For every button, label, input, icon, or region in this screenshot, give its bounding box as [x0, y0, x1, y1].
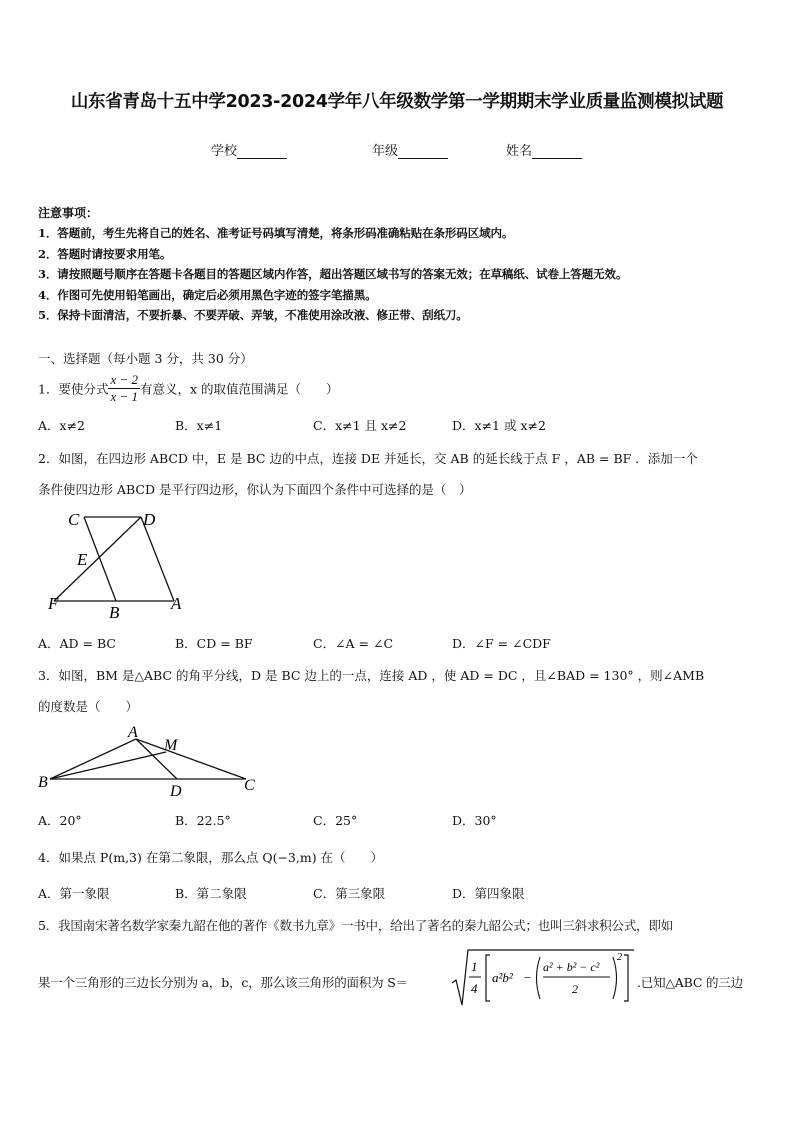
q5-line-2-prefix: 果一个三角形的三边长分别为 a，b，c，那么该三角形的面积为 S＝ — [38, 975, 408, 990]
school-field — [211, 140, 287, 159]
q4-option-b: B．第二象限 — [175, 886, 247, 901]
q1-suffix: 有意义，x 的取值范围满足（ ） — [140, 381, 339, 397]
label-E: E — [77, 550, 88, 569]
label-F: F — [48, 594, 59, 613]
q4-option-d: D．第四象限 — [452, 886, 525, 901]
q1-option-a: A．x≠2 — [38, 418, 86, 433]
q5-line-2-suffix: .已知△ABC 的三边 — [637, 975, 743, 990]
q1-option-b: B．x≠1 — [175, 418, 223, 433]
section-heading: 一、选择题（每小题 3 分，共 30 分） — [38, 351, 253, 366]
q2-option-c: C．∠A = ∠C — [313, 636, 394, 651]
label-D: D — [170, 783, 182, 800]
svg-text:−: − — [523, 970, 532, 985]
q2-line-1: 2．如图，在四边形 ABCD 中，E 是 BC 边的中点，连接 DE 并延长，交 AB 的延长线于点 F ，AB = BF ．添加一个 — [38, 451, 698, 466]
q4-text: 4．如果点 P(m,3) 在第二象限，那么点 Q(−3,m) 在（ ） — [38, 850, 384, 865]
name-label: 姓名 — [506, 144, 533, 159]
school-label: 学校 — [211, 144, 238, 159]
q4-option-c: C．第三象限 — [313, 886, 386, 901]
label-D: D — [143, 510, 156, 529]
note-item: 2．答题时请按要求用笔。 — [38, 247, 172, 261]
formula-quarter-den: 4 — [471, 981, 478, 996]
formula-inner-den: 2 — [572, 982, 578, 996]
q2-option-a: A．AD = BC — [38, 636, 116, 651]
q3-option-a: A．20° — [38, 813, 82, 828]
formula-term: a²b² — [492, 970, 513, 985]
label-B: B — [109, 603, 120, 622]
q2-line-2: 条件使四边形 ABCD 是平行四边形，你认为下面四个条件中可选择的是（ ） — [38, 482, 472, 497]
note-item: 3．请按照题号顺序在答题卡各题目的答题区域内作答，超出答题区域书写的答案无效；在草稿纸、试卷上答题无效。 — [38, 267, 628, 281]
q1-fraction — [108, 372, 140, 405]
label-A: A — [128, 724, 138, 741]
label-A: A — [171, 594, 182, 613]
q4-option-a: A．第一象限 — [38, 886, 110, 901]
q1-denominator: x − 1 — [110, 389, 138, 404]
triangle-figure — [36, 722, 266, 802]
q3-line-1: 3．如图，BM 是△ABC 的角平分线，D 是 BC 边上的一点，连接 AD ，使 AD = DC ，且∠BAD = 130° ，则∠AMB — [38, 668, 705, 683]
q1-numerator: x − 2 — [110, 372, 138, 387]
q3-option-c: C．25° — [313, 813, 358, 828]
q1-prefix: 1．要使分式 — [38, 381, 109, 397]
notes-heading: 注意事项： — [38, 206, 99, 220]
question-1 — [38, 372, 339, 405]
formula-power: 2 — [617, 952, 622, 963]
q1-option-d: D．x≠1 或 x≠2 — [452, 418, 546, 433]
q3-line-2: 的度数是（ ） — [38, 699, 139, 714]
note-item: 5．保持卡面清洁，不要折暴、不要弄破、弄皱，不准使用涂改液、修正带、刮纸刀。 — [38, 308, 468, 322]
grade-field — [372, 140, 448, 159]
q2-option-b: B．CD = BF — [175, 636, 253, 651]
label-B: B — [38, 774, 48, 791]
grade-label: 年级 — [372, 144, 399, 159]
name-field — [506, 140, 582, 159]
q1-option-c: C．x≠1 且 x≠2 — [313, 418, 407, 433]
quadrilateral-figure — [40, 505, 200, 625]
label-C: C — [244, 777, 255, 794]
q2-option-d: D．∠F = ∠CDF — [452, 636, 551, 651]
q5-line-1: 5．我国南宋著名数学家秦九韶在他的著作《数书九章》一书中，给出了著名的秦九韶公式；也叫三斜求积公式，即如 — [38, 918, 674, 933]
q3-option-b: B．22.5° — [175, 813, 231, 828]
qin-jiushao-formula — [450, 947, 636, 1009]
q3-option-d: D．30° — [452, 813, 497, 828]
formula-quarter-num: 1 — [471, 959, 478, 974]
note-item: 4．作图可先使用铅笔画出，确定后必须用黑色字迹的签字笔描黑。 — [38, 288, 377, 302]
note-item: 1．答题前，考生先将自己的姓名、准考证号码填写清楚，将条形码准确粘贴在条形码区域内。 — [38, 226, 514, 240]
formula-inner-num: a² + b² − c² — [543, 960, 600, 974]
label-C: C — [68, 510, 80, 529]
label-M: M — [164, 737, 178, 754]
page-title: 山东省青岛十五中学2023-2024学年八年级数学第一学期期末学业质量监测模拟试题 — [70, 92, 724, 112]
